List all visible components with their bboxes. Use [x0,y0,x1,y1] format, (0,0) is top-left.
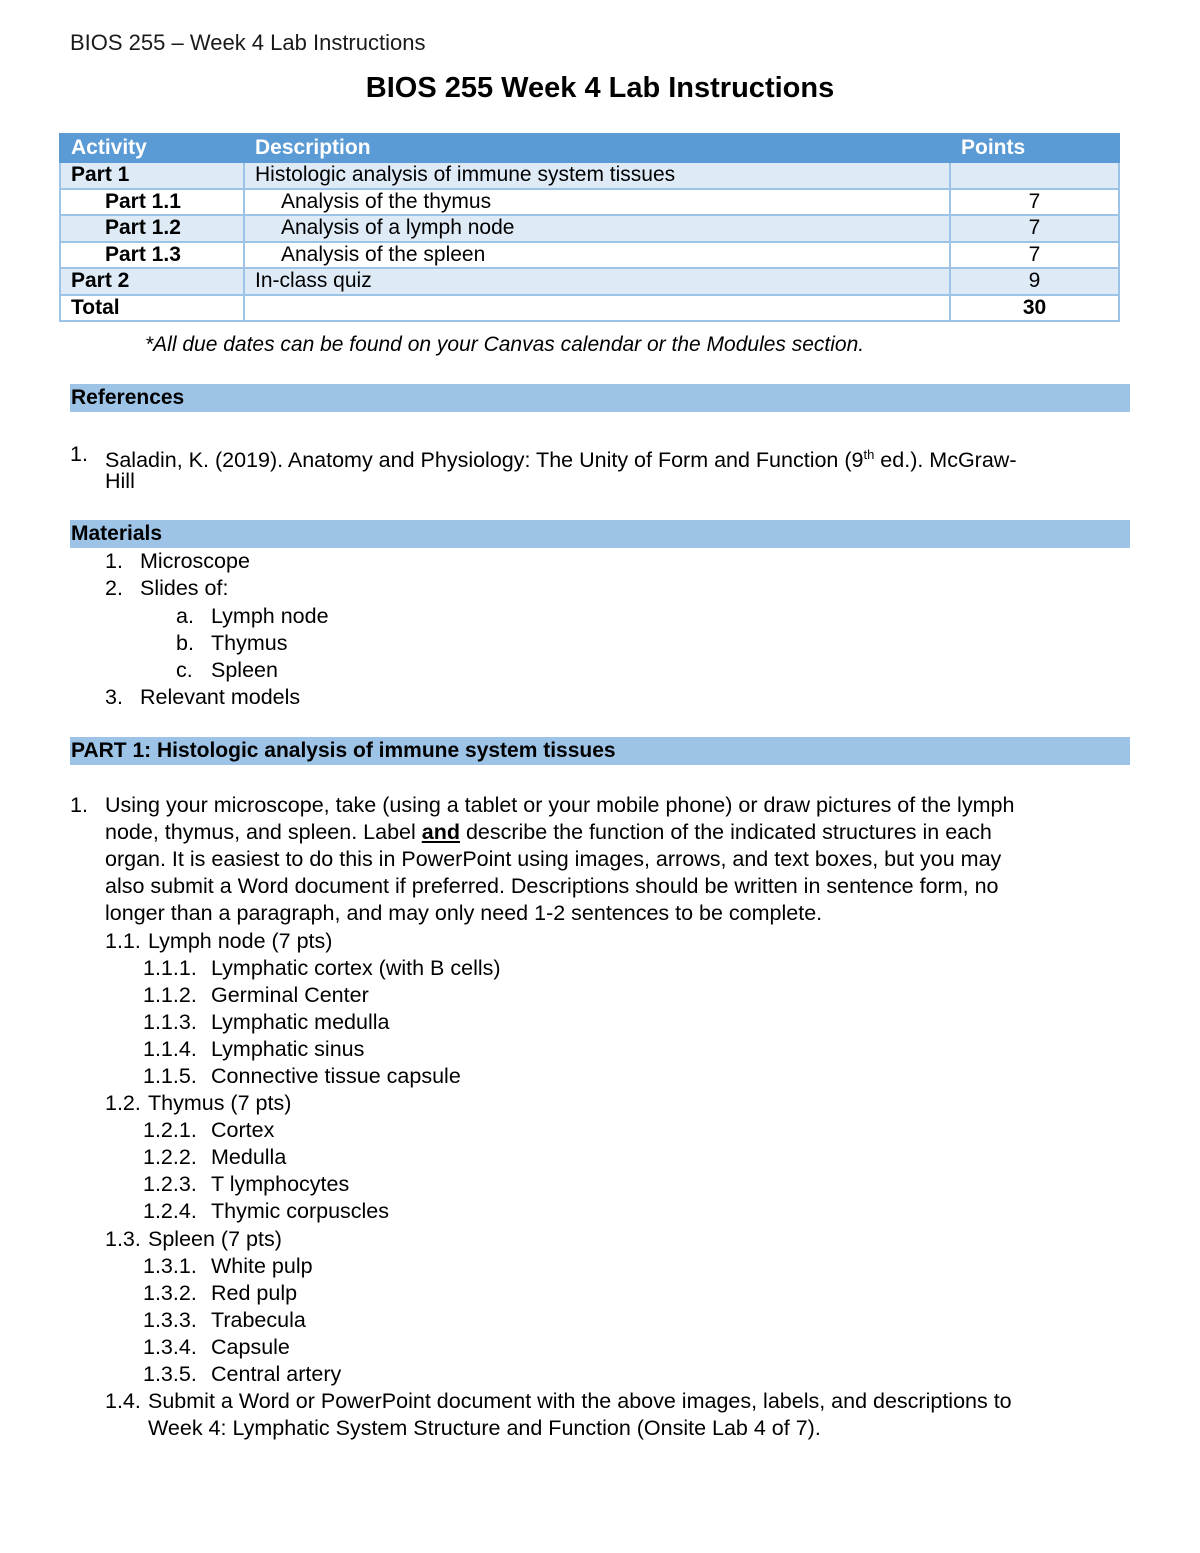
instruction-line: also submit a Word document if preferred. Descriptions should be written in sentence form, no [105,874,999,898]
column-header-points: Points [950,134,1119,162]
item-number: 1.1.3. [143,1010,197,1034]
list-item: Red pulp [211,1281,298,1305]
list-item: Relevant models [140,685,301,709]
activity-cell: Total [60,295,244,322]
points-cell: 7 [950,242,1119,269]
list-item: Slides of: [140,576,229,600]
list-item: Trabecula [211,1308,306,1332]
instruction-text: describe the function of the indicated structures in each [459,820,992,844]
item-number: 1.3.5. [143,1362,197,1386]
item-number: 1.2.2. [143,1145,197,1169]
section-number: 1.4. [105,1389,141,1413]
description-cell: Histologic analysis of immune system tissues [244,162,950,189]
points-cell: 7 [950,189,1119,216]
emphasis-and: and [421,820,460,844]
column-header-description: Description [244,134,950,162]
list-letter: a. [176,604,194,628]
list-item: Germinal Center [211,983,369,1007]
list-item: Thymic corpuscles [211,1199,390,1223]
activity-cell: Part 1.2 [60,215,244,242]
reference-text: Saladin, K. (2019). Anatomy and Physiology: The Unity of Form and Function (9 [105,448,864,473]
submit-instruction-cont: Week 4: Lymphatic System Structure and Function (Onsite Lab 4 of 7). [148,1416,821,1440]
activity-cell: Part 2 [60,268,244,295]
description-cell: Analysis of the spleen [244,242,950,269]
points-cell: 7 [950,215,1119,242]
list-number: 1. [70,442,88,466]
references-heading: References [70,384,1130,412]
list-item: Lymphatic sinus [211,1037,365,1061]
section-number: 1.2. [105,1091,141,1115]
list-item: T lymphocytes [211,1172,350,1196]
reference-line-2: Hill [105,469,135,493]
activity-cell: Part 1 [60,162,244,189]
activity-cell: Part 1.3 [60,242,244,269]
activity-cell: Part 1.1 [60,189,244,216]
table-row [60,189,1119,216]
section-title: Lymph node (7 pts) [148,929,333,953]
description-cell: Analysis of the thymus [244,189,950,216]
item-number: 1.3.3. [143,1308,197,1332]
activities-table [59,133,1120,322]
list-item: Microscope [140,549,250,573]
list-item: Capsule [211,1335,290,1359]
materials-heading: Materials [70,520,1130,548]
item-number: 1.2.4. [143,1199,197,1223]
table-header-row [60,134,1119,162]
table-row [60,215,1119,242]
instruction-line: longer than a paragraph, and may only need 1-2 sentences to be complete. [105,901,823,925]
section-number: 1.3. [105,1227,141,1251]
list-number: 1. [70,793,88,817]
instruction-line: organ. It is easiest to do this in PowerPoint using images, arrows, and text boxes, but you may [105,847,1002,871]
list-item: Lymphatic medulla [211,1010,390,1034]
table-row [60,162,1119,189]
description-cell [244,295,950,322]
due-dates-note: *All due dates can be found on your Canvas calendar or the Modules section. [145,333,865,356]
item-number: 1.3.1. [143,1254,197,1278]
list-item: Lymphatic cortex (with B cells) [211,956,501,980]
list-item: White pulp [211,1254,313,1278]
table-row [60,268,1119,295]
list-number: 2. [105,576,123,600]
table-row [60,242,1119,269]
points-cell [950,162,1119,189]
item-number: 1.2.3. [143,1172,197,1196]
description-cell: Analysis of a lymph node [244,215,950,242]
section-title: Spleen (7 pts) [148,1227,282,1251]
list-item: Cortex [211,1118,275,1142]
description-cell: In-class quiz [244,268,950,295]
points-cell: 9 [950,268,1119,295]
list-item: Thymus [211,631,288,655]
list-letter: b. [176,631,194,655]
item-number: 1.1.2. [143,983,197,1007]
running-header: BIOS 255 – Week 4 Lab Instructions [70,30,426,55]
list-number: 3. [105,685,123,709]
reference-text-cont: ed.). McGraw- [874,448,1017,473]
item-number: 1.2.1. [143,1118,197,1142]
section-title: Thymus (7 pts) [148,1091,292,1115]
instruction-line [105,819,992,846]
points-total-cell: 30 [950,295,1119,322]
reference-superscript: th [863,447,875,462]
list-item: Medulla [211,1145,287,1169]
list-item: Connective tissue capsule [211,1064,461,1088]
list-item: Lymph node [211,604,329,628]
item-number: 1.3.2. [143,1281,197,1305]
item-number: 1.1.1. [143,956,197,980]
list-item: Spleen [211,658,278,682]
instruction-line: Using your microscope, take (using a tablet or your mobile phone) or draw pictures of the lymph [105,793,1015,817]
item-number: 1.1.5. [143,1064,197,1088]
table-row-total [60,295,1119,322]
section-number: 1.1. [105,929,141,953]
submit-instruction: Submit a Word or PowerPoint document with the above images, labels, and descriptions to [148,1389,1012,1413]
column-header-activity: Activity [60,134,244,162]
item-number: 1.1.4. [143,1037,197,1061]
list-letter: c. [176,658,193,682]
document-title: BIOS 255 Week 4 Lab Instructions [365,72,835,104]
list-number: 1. [105,549,123,573]
reference-line [105,441,1016,474]
instruction-text: node, thymus, and spleen. Label [105,820,422,844]
part1-heading: PART 1: Histologic analysis of immune system tissues [70,737,1130,765]
list-item: Central artery [211,1362,342,1386]
item-number: 1.3.4. [143,1335,197,1359]
